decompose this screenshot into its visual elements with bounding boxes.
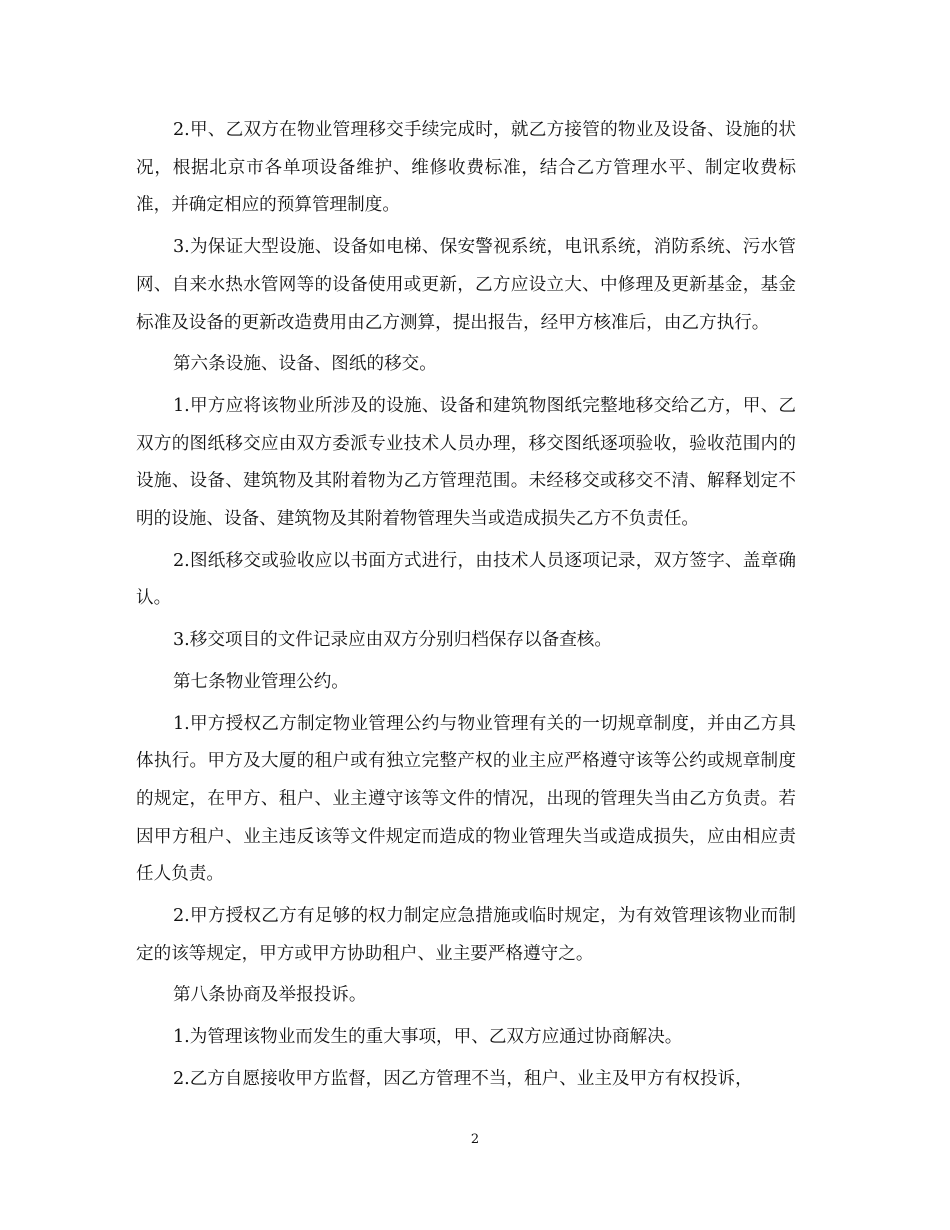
article-8-heading: 第八条协商及举报投诉。 — [172, 985, 367, 1006]
paragraph-clause-5-3: 3.为保证大型设施、设备如电梯、保安警视系统，电讯系统，消防系统、污水管网、自来水热水管网等的设备使用或更新，乙方应设立大、中修理及更新基金，基金标准及设备的更新改造费用由乙方测算，提出报告，经甲方核准后，由乙方执行。 — [136, 237, 796, 333]
article-6-heading: 第六条设施、设备、图纸的移交。 — [172, 354, 437, 375]
paragraph-clause-6-3: 3.移交项目的文件记录应由双方分别归档保存以备查核。 — [172, 630, 612, 651]
paragraph-clause-7-1: 1.甲方授权乙方制定物业管理公约与物业管理有关的一切规章制度，并由乙方具体执行。甲方及大厦的租户或有独立完整产权的业主应严格遵守该等公约或规章制度的规定，在甲方、租户、业主遵守该等文件的情况，出现的管理失当由乙方负责。若因甲方租户、业主违反该等文件规定而造成的物业管理失当或造成损失，应由相应责任人负责。 — [136, 713, 796, 885]
paragraph-clause-8-1: 1.为管理该物业而发生的重大事项，甲、乙双方应通过协商解决。 — [172, 1027, 683, 1048]
paragraph-clause-6-2: 2.图纸移交或验收应以书面方式进行，由技术人员逐项记录，双方签字、盖章确认。 — [136, 550, 796, 609]
document-body — [136, 112, 796, 1103]
page-number: 2 — [470, 1132, 480, 1147]
paragraph-clause-6-1: 1.甲方应将该物业所涉及的设施、设备和建筑物图纸完整地移交给乙方，甲、乙双方的图纸移交应由双方委派专业技术人员办理，移交图纸逐项验收，验收范围内的设施、设备、建筑物及其附着物为乙方管理范围。未经移交或移交不清、解释划定不明的设施、设备、建筑物及其附着物管理失当或造成损失乙方不负责任。 — [136, 395, 796, 530]
paragraph-clause-5-2: 2.甲、乙双方在物业管理移交手续完成时，就乙方接管的物业及设备、设施的状况，根据北京市各单项设备维护、维修收费标准，结合乙方管理水平、制定收费标准，并确定相应的预算管理制度。 — [136, 120, 796, 216]
paragraph-clause-8-2: 2.乙方自愿接收甲方监督，因乙方管理不当，租户、业主及甲方有权投诉， — [172, 1068, 753, 1089]
paragraph-clause-7-2: 2.甲方授权乙方有足够的权力制定应急措施或临时规定，为有效管理该物业而制定的该等规定，甲方或甲方协助租户、业主要严格遵守之。 — [136, 906, 796, 964]
article-7-heading: 第七条物业管理公约。 — [172, 671, 349, 692]
